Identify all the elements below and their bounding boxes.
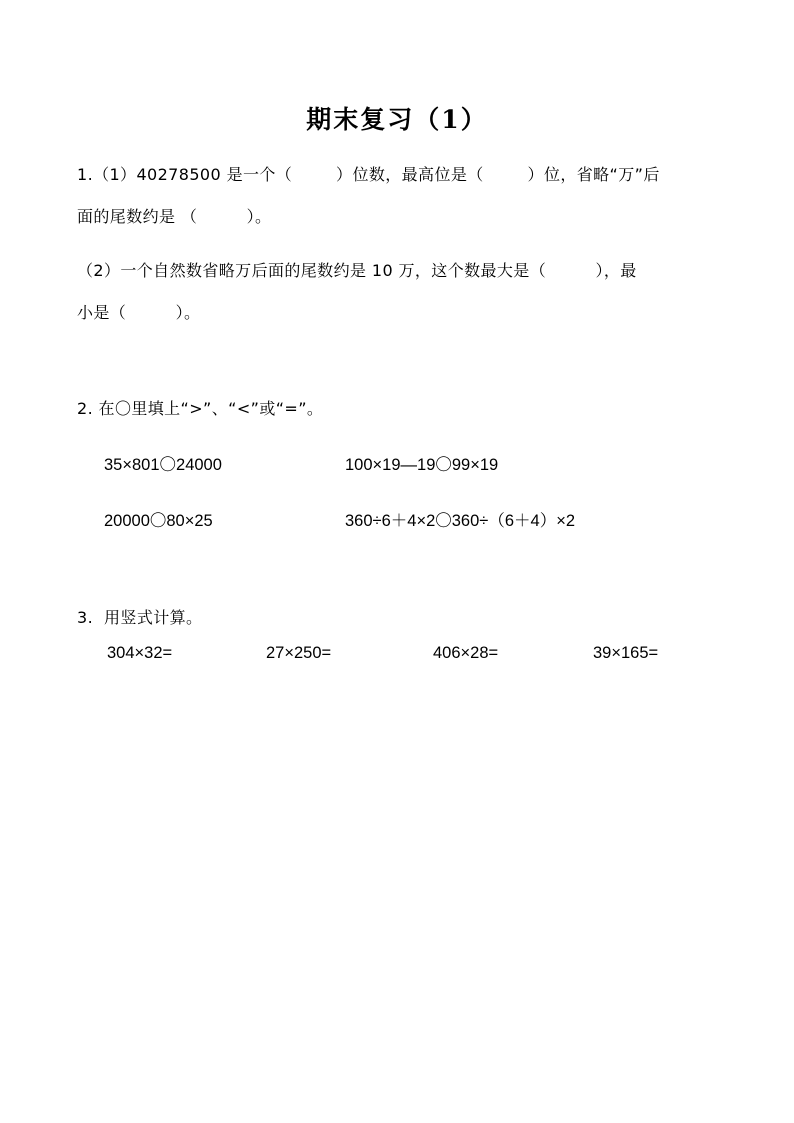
question-1-part-2-line-1: （2）一个自然数省略万后面的尾数约是 10 万，这个数最大是（ ），最 [77, 261, 637, 280]
question-2-prompt: 2. 在〇里填上“>”、“<”或“=”。 [77, 399, 324, 418]
question-1-part-1-line-2: 面的尾数约是 （ ）。 [77, 207, 272, 226]
question-1-part-2-line-2: 小是（ ）。 [77, 303, 201, 322]
compare-item: 360÷6＋4×2〇360÷（6＋4）×2 [345, 512, 576, 530]
calc-item: 406×28= [433, 644, 499, 662]
page-title: 期末复习（1） [306, 105, 488, 134]
question-1-part-1-line-1: 1.（1）40278500 是一个（ ）位数，最高位是（ ）位，省略“万”后 [77, 165, 660, 184]
compare-item: 20000〇80×25 [104, 512, 213, 530]
compare-item: 35×801〇24000 [104, 456, 222, 474]
calc-item: 304×32= [107, 644, 173, 662]
calc-item: 27×250= [266, 644, 332, 662]
calc-item: 39×165= [593, 644, 659, 662]
question-3-prompt: 3. 用竖式计算。 [77, 608, 203, 627]
compare-item: 100×19—19〇99×19 [345, 456, 499, 474]
